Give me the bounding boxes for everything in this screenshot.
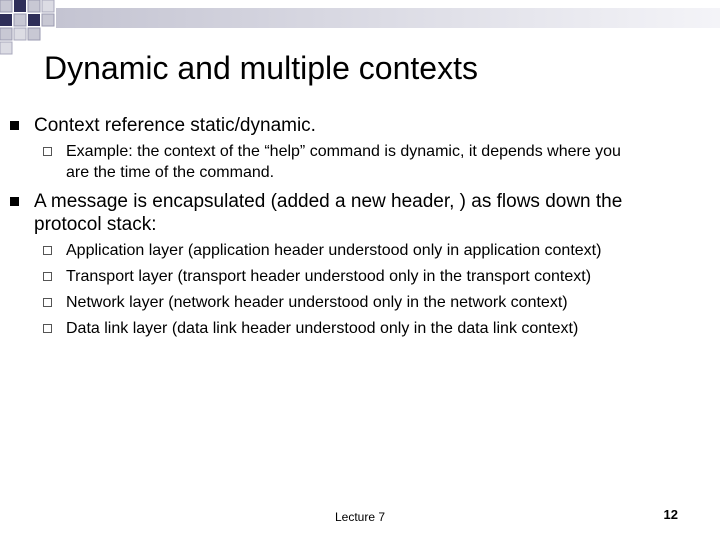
hollow-square-bullet-icon [43, 246, 52, 255]
subbullet-example-line1: Example: the context of the “help” command is dynamic, it depends where you [66, 143, 621, 160]
hollow-square-bullet-icon [43, 272, 52, 281]
deco-square [14, 14, 26, 26]
bullet-message-encapsulated-line1: A message is encapsulated (added a new header, ) as flows down the [34, 191, 623, 212]
deco-square [0, 42, 12, 54]
subbullet-data-link-layer: Data link layer (data link header understood only in the data link context) [66, 320, 579, 337]
subbullet-network-layer: Network layer (network header understood only in the network context) [66, 294, 568, 311]
subbullet-application-layer: Application layer (application header understood only in application context) [66, 242, 602, 259]
deco-square [28, 28, 40, 40]
hollow-square-bullet-icon [43, 324, 52, 333]
slide-title: Dynamic and multiple contexts [44, 50, 478, 86]
deco-square [0, 14, 12, 26]
hollow-square-bullet-icon [43, 298, 52, 307]
deco-square [42, 14, 54, 26]
deco-square [14, 0, 26, 12]
hollow-square-bullet-icon [43, 147, 52, 156]
square-bullet-icon [10, 121, 19, 130]
subbullet-transport-layer: Transport layer (transport header understood only in the transport context) [66, 268, 592, 285]
deco-square [28, 0, 40, 12]
deco-square [42, 0, 54, 12]
bullet-message-encapsulated-line2: protocol stack: [34, 214, 157, 235]
page-number: 12 [663, 507, 678, 522]
deco-square [0, 28, 12, 40]
bullet-context-reference: Context reference static/dynamic. [34, 115, 316, 136]
footer-lecture-label: Lecture 7 [334, 510, 386, 524]
header-gradient-bar [56, 8, 720, 28]
deco-square [0, 0, 12, 12]
deco-square [14, 28, 26, 40]
square-bullet-icon [10, 197, 19, 206]
deco-square [28, 14, 40, 26]
subbullet-example-line2: are the time of the command. [66, 164, 275, 181]
